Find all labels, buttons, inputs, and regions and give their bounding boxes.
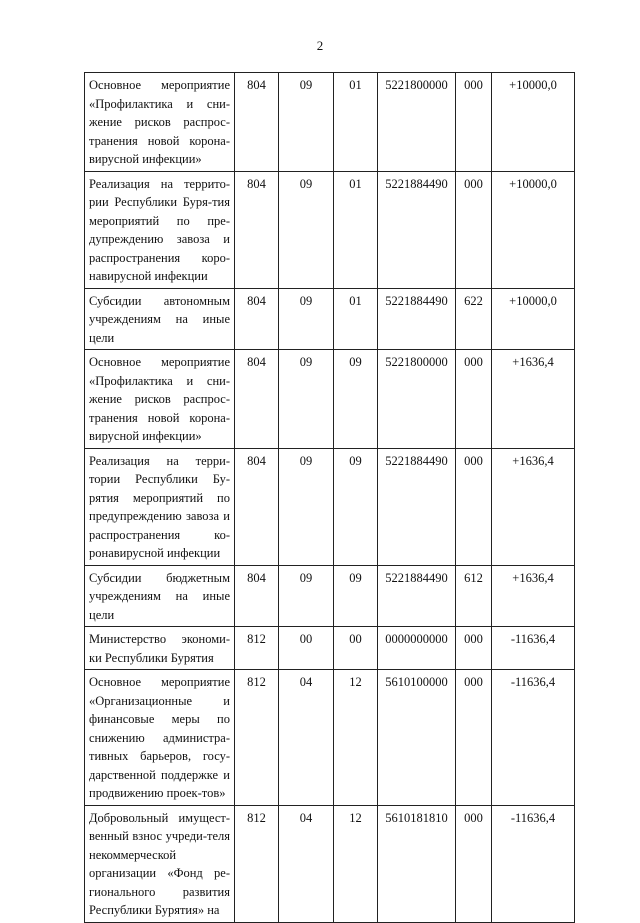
row-csr: 5221800000 (378, 73, 456, 172)
row-csr: 5610181810 (378, 805, 456, 922)
table-row (85, 350, 575, 449)
row-vr: 000 (456, 350, 492, 449)
row-pr: 12 (334, 670, 378, 806)
row-grbs: 812 (235, 805, 279, 922)
row-csr: 5221884490 (378, 171, 456, 288)
row-rz: 09 (279, 448, 334, 565)
page-number: 2 (316, 38, 324, 53)
row-grbs: 804 (235, 288, 279, 350)
table-row (85, 565, 575, 627)
row-grbs: 804 (235, 565, 279, 627)
row-vr: 000 (456, 805, 492, 922)
row-vr: 000 (456, 171, 492, 288)
row-name: Основное мероприятие «Профилактика и сни-жение рисков распрос-транения новой корона-вирусной инфекции» (85, 73, 235, 172)
row-rz: 09 (279, 350, 334, 449)
row-rz: 09 (279, 73, 334, 172)
row-sum: -11636,4 (492, 670, 575, 806)
table-row (85, 448, 575, 565)
row-sum: -11636,4 (492, 805, 575, 922)
row-rz: 04 (279, 805, 334, 922)
row-sum: +10000,0 (492, 288, 575, 350)
table-row (85, 670, 575, 806)
row-rz: 00 (279, 627, 334, 670)
row-grbs: 804 (235, 448, 279, 565)
row-sum: +10000,0 (492, 171, 575, 288)
row-csr: 5221884490 (378, 565, 456, 627)
row-vr: 000 (456, 448, 492, 565)
row-name: Реализация на терри-тории Республики Бу-рятия мероприятий по предупреждению завоза и распространения ко-ронавирусной инфекции (85, 448, 235, 565)
row-sum: +10000,0 (492, 73, 575, 172)
row-grbs: 812 (235, 627, 279, 670)
row-name: Добровольный имущест-венный взнос учреди-теля некоммерческой организации «Фонд ре-гионального развития Республики Бурятия» на (85, 805, 235, 922)
row-vr: 000 (456, 627, 492, 670)
row-name: Министерство экономи-ки Республики Бурятия (85, 627, 235, 670)
row-csr: 0000000000 (378, 627, 456, 670)
row-sum: +1636,4 (492, 565, 575, 627)
row-vr: 612 (456, 565, 492, 627)
row-vr: 000 (456, 670, 492, 806)
row-vr: 622 (456, 288, 492, 350)
table-row (85, 171, 575, 288)
row-csr: 5610100000 (378, 670, 456, 806)
table-row (85, 73, 575, 172)
table-row (85, 805, 575, 922)
row-rz: 09 (279, 565, 334, 627)
row-pr: 00 (334, 627, 378, 670)
row-sum: +1636,4 (492, 448, 575, 565)
row-name: Основное мероприятие «Организационные и финансовые меры по снижению администра-тивных барьеров, госу-дарственной поддержке и продвижению проек-тов» (85, 670, 235, 806)
row-name: Основное мероприятие «Профилактика и сни-жение рисков распрос-транения новой корона-вирусной инфекции» (85, 350, 235, 449)
row-name: Реализация на террито-рии Республики Буря-тия мероприятий по пре-дупреждению завоза и распространения коро-навирусной инфекции (85, 171, 235, 288)
row-vr: 000 (456, 73, 492, 172)
row-pr: 09 (334, 565, 378, 627)
row-csr: 5221884490 (378, 288, 456, 350)
row-pr: 01 (334, 73, 378, 172)
budget-table (84, 72, 575, 923)
row-grbs: 804 (235, 350, 279, 449)
row-rz: 09 (279, 171, 334, 288)
row-csr: 5221800000 (378, 350, 456, 449)
row-pr: 01 (334, 288, 378, 350)
row-name: Субсидии автономным учреждениям на иные цели (85, 288, 235, 350)
row-sum: +1636,4 (492, 350, 575, 449)
row-rz: 09 (279, 288, 334, 350)
row-grbs: 804 (235, 171, 279, 288)
row-grbs: 804 (235, 73, 279, 172)
row-sum: -11636,4 (492, 627, 575, 670)
table-row (85, 627, 575, 670)
row-pr: 09 (334, 350, 378, 449)
table-row (85, 288, 575, 350)
row-grbs: 812 (235, 670, 279, 806)
row-name: Субсидии бюджетным учреждениям на иные цели (85, 565, 235, 627)
row-pr: 09 (334, 448, 378, 565)
row-csr: 5221884490 (378, 448, 456, 565)
row-pr: 12 (334, 805, 378, 922)
row-rz: 04 (279, 670, 334, 806)
row-pr: 01 (334, 171, 378, 288)
